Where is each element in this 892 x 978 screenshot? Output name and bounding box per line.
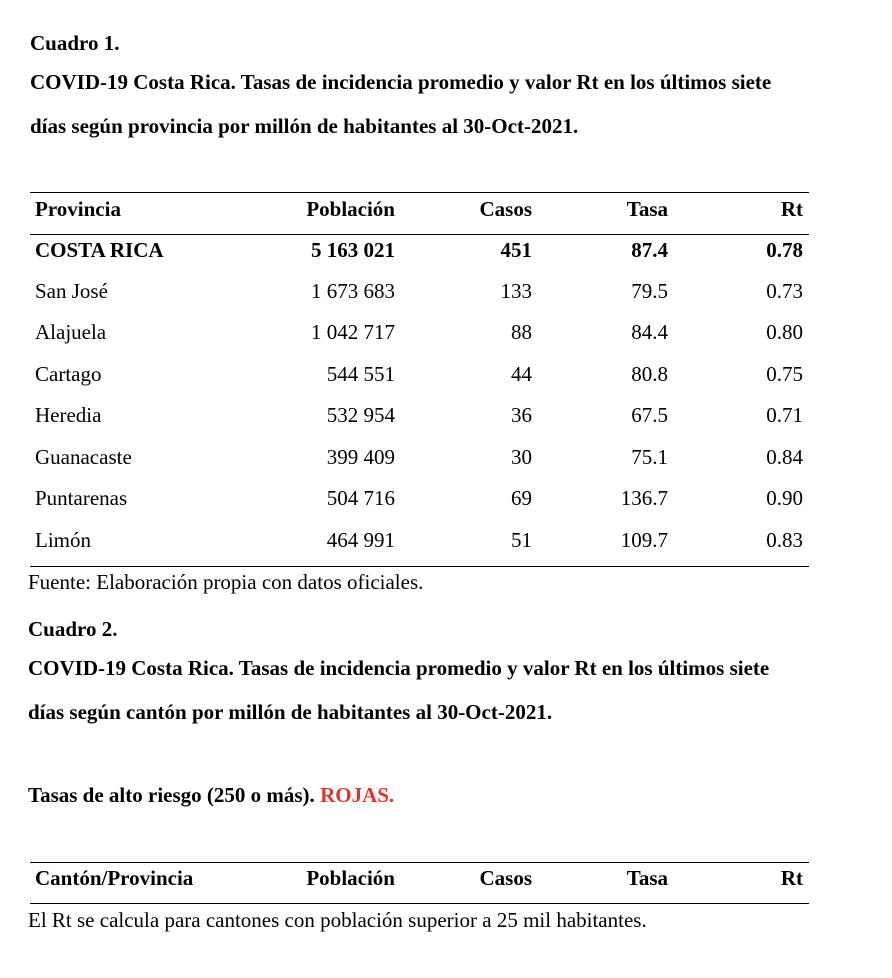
row-rt: 0.75 bbox=[766, 362, 803, 386]
table2-header-row bbox=[30, 866, 809, 896]
cuadro1-title-line1: COVID-19 Costa Rica. Tasas de incidencia promedio y valor Rt en los últimos siete bbox=[30, 70, 772, 94]
row-tasa: 87.4 bbox=[631, 238, 668, 262]
cuadro2-note: El Rt se calcula para cantones con población superior a 25 mil habitantes. bbox=[28, 908, 647, 932]
table-row bbox=[30, 362, 809, 392]
row-tasa: 79.5 bbox=[631, 279, 668, 303]
row-poblacion: 399 409 bbox=[326, 445, 395, 469]
row-tasa: 136.7 bbox=[620, 486, 668, 510]
cuadro2-title-line1: COVID-19 Costa Rica. Tasas de incidencia promedio y valor Rt en los últimos siete bbox=[28, 656, 770, 680]
row-casos: 51 bbox=[511, 528, 532, 552]
row-rt: 0.84 bbox=[766, 445, 803, 469]
row-rt: 0.78 bbox=[766, 238, 803, 262]
row-tasa: 84.4 bbox=[631, 320, 668, 344]
cuadro2-title-line2: días según cantón por millón de habitantes al 30-Oct-2021. bbox=[28, 700, 553, 724]
cuadro2-label: Cuadro 2. bbox=[28, 617, 118, 641]
row-tasa: 80.8 bbox=[631, 362, 668, 386]
row-poblacion: 464 991 bbox=[326, 528, 395, 552]
cuadro1-label: Cuadro 1. bbox=[30, 31, 120, 55]
row-rt: 0.71 bbox=[766, 403, 803, 427]
row-poblacion: 5 163 021 bbox=[311, 238, 395, 262]
row-name: Cartago bbox=[35, 362, 102, 386]
row-poblacion: 532 954 bbox=[326, 403, 395, 427]
row-casos: 36 bbox=[511, 403, 532, 427]
table1-header-row bbox=[30, 197, 809, 227]
row-rt: 0.80 bbox=[766, 320, 803, 344]
table-row-total bbox=[30, 238, 809, 268]
row-poblacion: 1 673 683 bbox=[311, 279, 395, 303]
cuadro1-source: Fuente: Elaboración propia con datos oficiales. bbox=[28, 570, 424, 594]
row-name: Guanacaste bbox=[35, 445, 132, 469]
row-tasa: 75.1 bbox=[631, 445, 668, 469]
row-casos: 451 bbox=[500, 238, 532, 262]
header-poblacion: Población bbox=[306, 197, 395, 221]
cuadro1-title-line2: días según provincia por millón de habitantes al 30-Oct-2021. bbox=[30, 114, 579, 138]
table1-header-rule bbox=[30, 234, 809, 235]
table2-top-rule bbox=[30, 862, 809, 863]
row-casos: 69 bbox=[511, 486, 532, 510]
table2-header-rule bbox=[30, 903, 809, 904]
row-name: COSTA RICA bbox=[35, 238, 164, 262]
table-row bbox=[30, 445, 809, 475]
header-rt: Rt bbox=[780, 197, 803, 221]
table-row bbox=[30, 403, 809, 433]
row-rt: 0.73 bbox=[766, 279, 803, 303]
header-tasa: Tasa bbox=[626, 866, 668, 890]
header-poblacion: Población bbox=[306, 866, 395, 890]
table-row bbox=[30, 528, 809, 558]
table1-top-rule bbox=[30, 192, 809, 193]
table-row bbox=[30, 486, 809, 516]
header-casos: Casos bbox=[479, 197, 532, 221]
row-poblacion: 544 551 bbox=[326, 362, 395, 386]
header-tasa: Tasa bbox=[626, 197, 668, 221]
row-casos: 88 bbox=[511, 320, 532, 344]
row-name: Alajuela bbox=[35, 320, 107, 344]
table1-bottom-rule bbox=[30, 566, 809, 567]
row-rt: 0.90 bbox=[766, 486, 803, 510]
row-name: Heredia bbox=[35, 403, 102, 427]
header-provincia: Provincia bbox=[35, 197, 121, 221]
row-casos: 44 bbox=[511, 362, 532, 386]
risk-flag: ROJAS. bbox=[320, 783, 395, 807]
row-tasa: 67.5 bbox=[631, 403, 668, 427]
table-row bbox=[30, 320, 809, 350]
risk-text: Tasas de alto riesgo (250 o más). bbox=[28, 783, 315, 807]
header-rt: Rt bbox=[780, 866, 803, 890]
row-casos: 133 bbox=[500, 279, 532, 303]
row-rt: 0.83 bbox=[766, 528, 803, 552]
header-canton-provincia: Cantón/Provincia bbox=[35, 866, 194, 890]
header-casos: Casos bbox=[479, 866, 532, 890]
table-row bbox=[30, 279, 809, 309]
row-name: San José bbox=[35, 279, 108, 303]
row-name: Puntarenas bbox=[35, 486, 128, 510]
risk-line bbox=[28, 783, 394, 808]
row-name: Limón bbox=[35, 528, 91, 552]
row-tasa: 109.7 bbox=[620, 528, 668, 552]
row-casos: 30 bbox=[511, 445, 532, 469]
row-poblacion: 504 716 bbox=[326, 486, 395, 510]
row-poblacion: 1 042 717 bbox=[311, 320, 395, 344]
